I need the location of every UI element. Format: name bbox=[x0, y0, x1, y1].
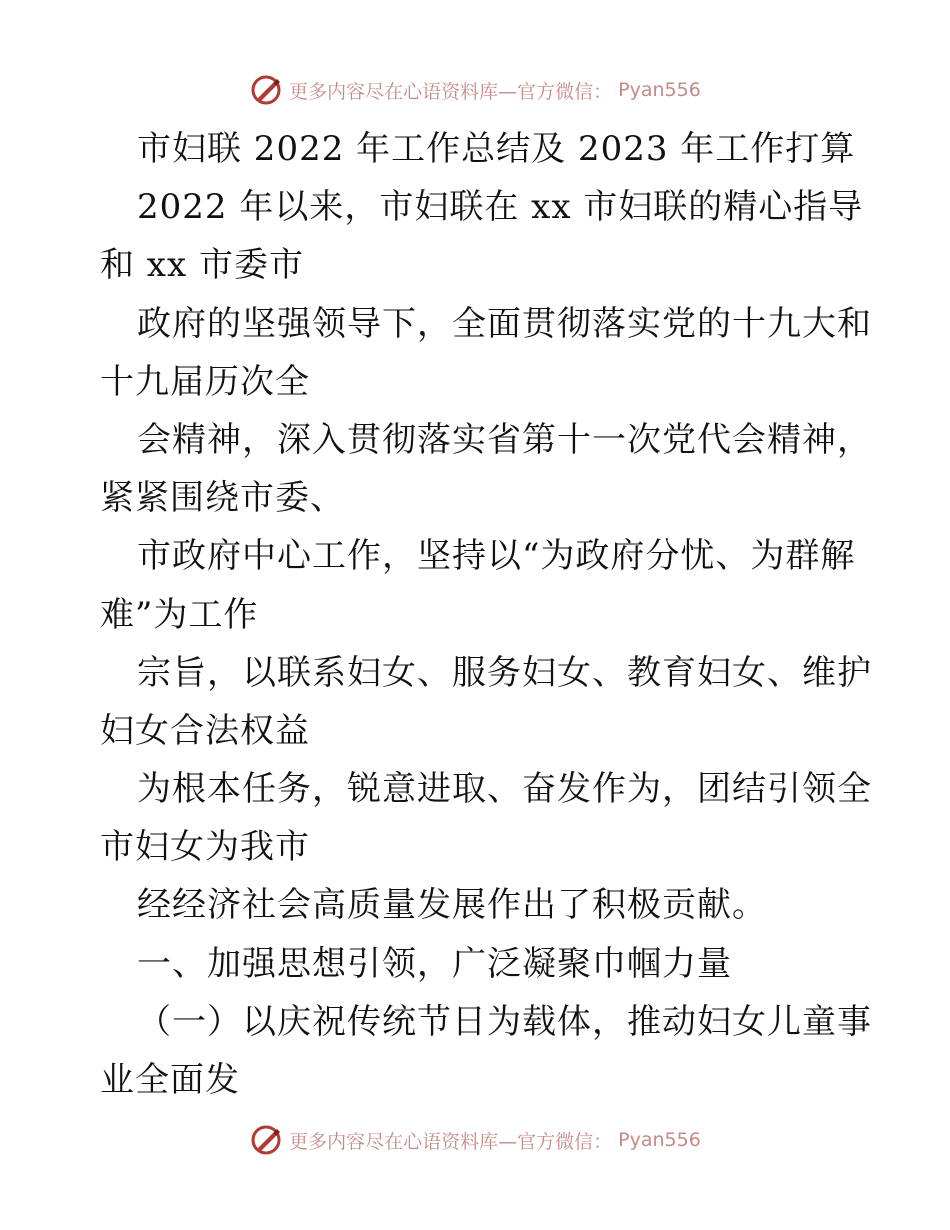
paragraph-line: 为根本任务，锐意进取、奋发作为，团结引领全 bbox=[137, 769, 872, 810]
banner-text: 更多内容尽在心语资料库—官方微信： bbox=[289, 80, 613, 103]
paragraph-line: 政府的坚强领导下，全面贯彻落实党的十九大和 bbox=[137, 303, 872, 344]
banner-handle: Pyan556 bbox=[618, 79, 701, 101]
footer-watermark-banner bbox=[0, 1120, 950, 1160]
paragraph-line: 经经济社会高质量发展作出了积极贡献。 bbox=[137, 885, 767, 926]
paragraph-line: 和 xx 市委市 bbox=[100, 245, 304, 286]
subsection-heading: （一）以庆祝传统节日为载体，推动妇女儿童事 bbox=[137, 1001, 872, 1042]
banner-handle: Pyan556 bbox=[618, 1129, 701, 1151]
banner-text: 更多内容尽在心语资料库—官方微信： bbox=[289, 1130, 613, 1153]
paragraph-line: 会精神，深入贯彻落实省第十一次党代会精神， bbox=[137, 419, 872, 460]
paragraph-line: 市妇女为我市 bbox=[100, 827, 310, 868]
paragraph-line: 十九届历次全 bbox=[100, 361, 310, 402]
header-watermark-banner bbox=[0, 70, 950, 110]
pen-circle-logo-icon bbox=[249, 73, 283, 107]
document-title: 市妇联 2022 年工作总结及 2023 年工作打算 bbox=[137, 129, 856, 169]
pen-circle-logo-icon bbox=[249, 1123, 283, 1157]
paragraph-line: 业全面发 bbox=[100, 1060, 240, 1100]
section-heading: 一、加强思想引领，广泛凝聚巾帼力量 bbox=[137, 943, 732, 984]
paragraph-line: 2022 年以来，市妇联在 xx 市妇联的精心指导 bbox=[137, 187, 864, 228]
paragraph-line: 宗旨，以联系妇女、服务妇女、教育妇女、维护 bbox=[137, 652, 872, 693]
document-body bbox=[100, 120, 870, 1109]
paragraph-line: 妇女合法权益 bbox=[100, 710, 310, 751]
paragraph-line: 难”为工作 bbox=[100, 594, 259, 635]
paragraph-line: 紧紧围绕市委、 bbox=[100, 478, 345, 519]
paragraph-line: 市政府中心工作，坚持以“为政府分忧、为群解 bbox=[137, 536, 856, 577]
